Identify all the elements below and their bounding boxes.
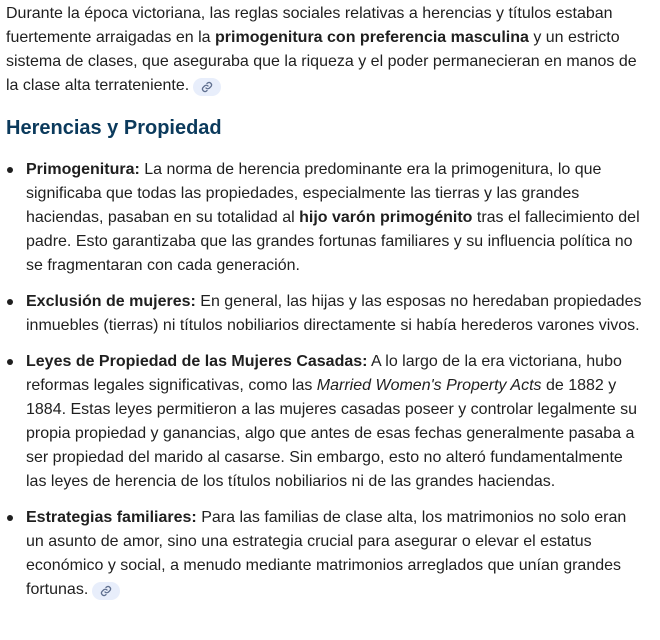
item-label: Estrategias familiares: (26, 509, 197, 526)
list-item-estrategias (6, 506, 646, 602)
source-link-chip[interactable] (92, 582, 120, 600)
link-icon (201, 81, 213, 93)
response-content (6, 2, 646, 614)
item-text: La norma de herencia predominante era la primogenitura, lo que significaba que todas las propiedades, especialmente las tierras y las grandes haciendas, pasaban en su totalidad al (26, 161, 602, 226)
item-label: Primogenitura: (26, 161, 140, 178)
item-label: Leyes de Propiedad de las Mujeres Casadas: (26, 353, 368, 370)
intro-text-2: y un estricto sistema de clases, que aseguraba que la riqueza y el poder permanecieran en manos de la clase alta terrateniente. (6, 29, 637, 94)
list-item-primogenitura (6, 158, 646, 278)
intro-paragraph (6, 2, 646, 98)
section-heading: Herencias y Propiedad (6, 117, 222, 139)
item-bold-term: hijo varón primogénito (299, 209, 473, 226)
list-item-exclusion (6, 290, 646, 338)
item-text: Para las familias de clase alta, los matrimonios no solo eran un asunto de amor, sino una estrategia crucial para asegurar o elevar el estatus económico y social, a menudo mediante matrimonios arreglados que unían grandes fortunas. (26, 509, 627, 598)
list-item-leyes (6, 350, 646, 494)
intro-bold-term: primogenitura con preferencia masculina (215, 29, 529, 46)
bullet-dot (7, 299, 13, 305)
item-text: A lo largo de la era victoriana, hubo reformas legales significativas, como las (26, 353, 622, 394)
item-label: Exclusión de mujeres: (26, 293, 196, 310)
item-text-continued: tras el fallecimiento del padre. Esto garantizaba que las grandes fortunas familiares y su influencia política no se fragmentaran con cada generación. (26, 209, 640, 274)
item-italic-title: Married Women's Property Acts (316, 377, 542, 394)
intro-text-1: Durante la época victoriana, las reglas sociales relativas a herencias y títulos estaban fuertemente arraigadas en la (6, 5, 613, 46)
bullet-dot (7, 515, 13, 521)
source-link-chip[interactable] (193, 78, 221, 96)
item-text: En general, las hijas y las esposas no heredaban propiedades inmuebles (tierras) ni títulos nobiliarios directamente si había herederos varones vivos. (26, 293, 642, 334)
link-icon (100, 585, 112, 597)
bullet-dot (7, 359, 13, 365)
bullet-dot (7, 167, 13, 173)
item-text-continued: de 1882 y 1884. Estas leyes permitieron a las mujeres casadas poseer y controlar legalmente su propia propiedad y ganancias, algo que antes de esas fechas generalmente pasaba a ser propiedad del marido al casarse. Sin embargo, esto no alteró fundamentalmente las leyes de herencia de los títulos nobiliarios ni de las grandes haciendas. (26, 377, 637, 490)
bullet-list (6, 158, 646, 602)
